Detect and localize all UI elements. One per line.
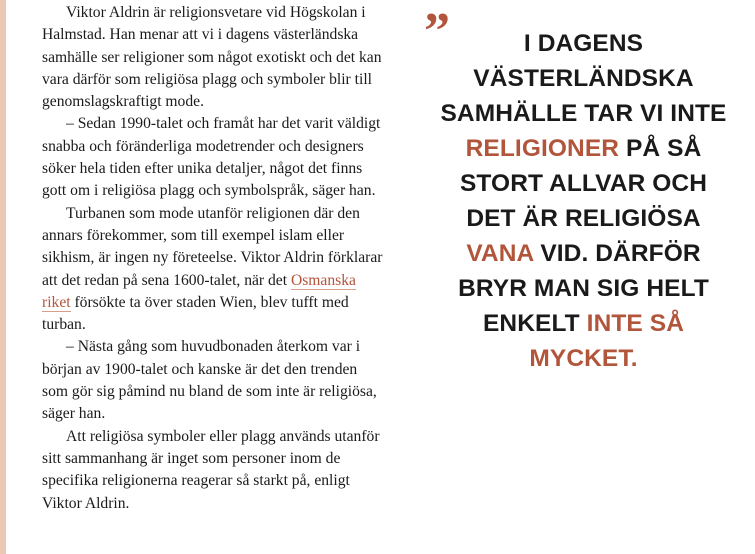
body-paragraph: Att religiösa symboler eller plagg används utanför sitt sammanhang är inget som personer inom de specifika religionerna reagerar så starkt på, enligt Viktor Aldrin. [42, 427, 380, 512]
pull-quote-highlight: INTE SÅ MYCKET. [529, 310, 685, 372]
body-paragraph: – Nästa gång som huvudbonaden återkom var i början av 1900-talet och kanske är det den trenden som gör sig påmind nu bland de som inte är religiösa, säger han. [42, 338, 377, 423]
paragraph-text-after-link: försökte ta över staden Wien, blev tufft med turban. [42, 293, 349, 334]
body-paragraph: – Sedan 1990-talet och framåt har det varit väldigt snabba och föränderliga modetrender och designers söker hela tiden efter unika detaljer, något det finns gott om i religiösa plagg och symbolspråk, säger han. [42, 115, 381, 200]
pull-quote-text: I DAGENS VÄSTERLÄNDSKA SAMHÄLLE TAR VI INTE [440, 30, 727, 127]
body-paragraph [42, 203, 384, 337]
pull-quote-highlight: VANA [466, 240, 534, 267]
pull-quote [414, 12, 731, 376]
pull-quote-highlight: RELIGIONER [465, 135, 620, 162]
osmanska-riket-link[interactable]: Osmanska riket [42, 271, 356, 311]
quotation-mark-icon: ” [424, 3, 448, 60]
pull-quote-text: VID. DÄRFÖR BRYR MAN SIG HELT ENKELT [458, 240, 709, 337]
pull-quote-text: PÅ SÅ STORT ALLVAR OCH DET ÄR RELIGIÖSA [459, 135, 708, 232]
pull-quote-column [400, 0, 755, 554]
body-paragraph: Viktor Aldrin är religionsvetare vid Högskolan i Halmstad. Han menar att vi i dagens västerländska samhälle ser religioner som något exotiskt och det kan vara därför som religiösa plagg och symboler blir till genomslagskraftigt mode. [42, 4, 382, 111]
paragraph-text-before-link: Turbanen som mode utanför religionen där den annars förekommer, som till exempel islam eller sikhism, är ingen ny företeelse. Viktor Aldrin förklarar att det redan på sena 1600-talet, när det [42, 204, 383, 289]
